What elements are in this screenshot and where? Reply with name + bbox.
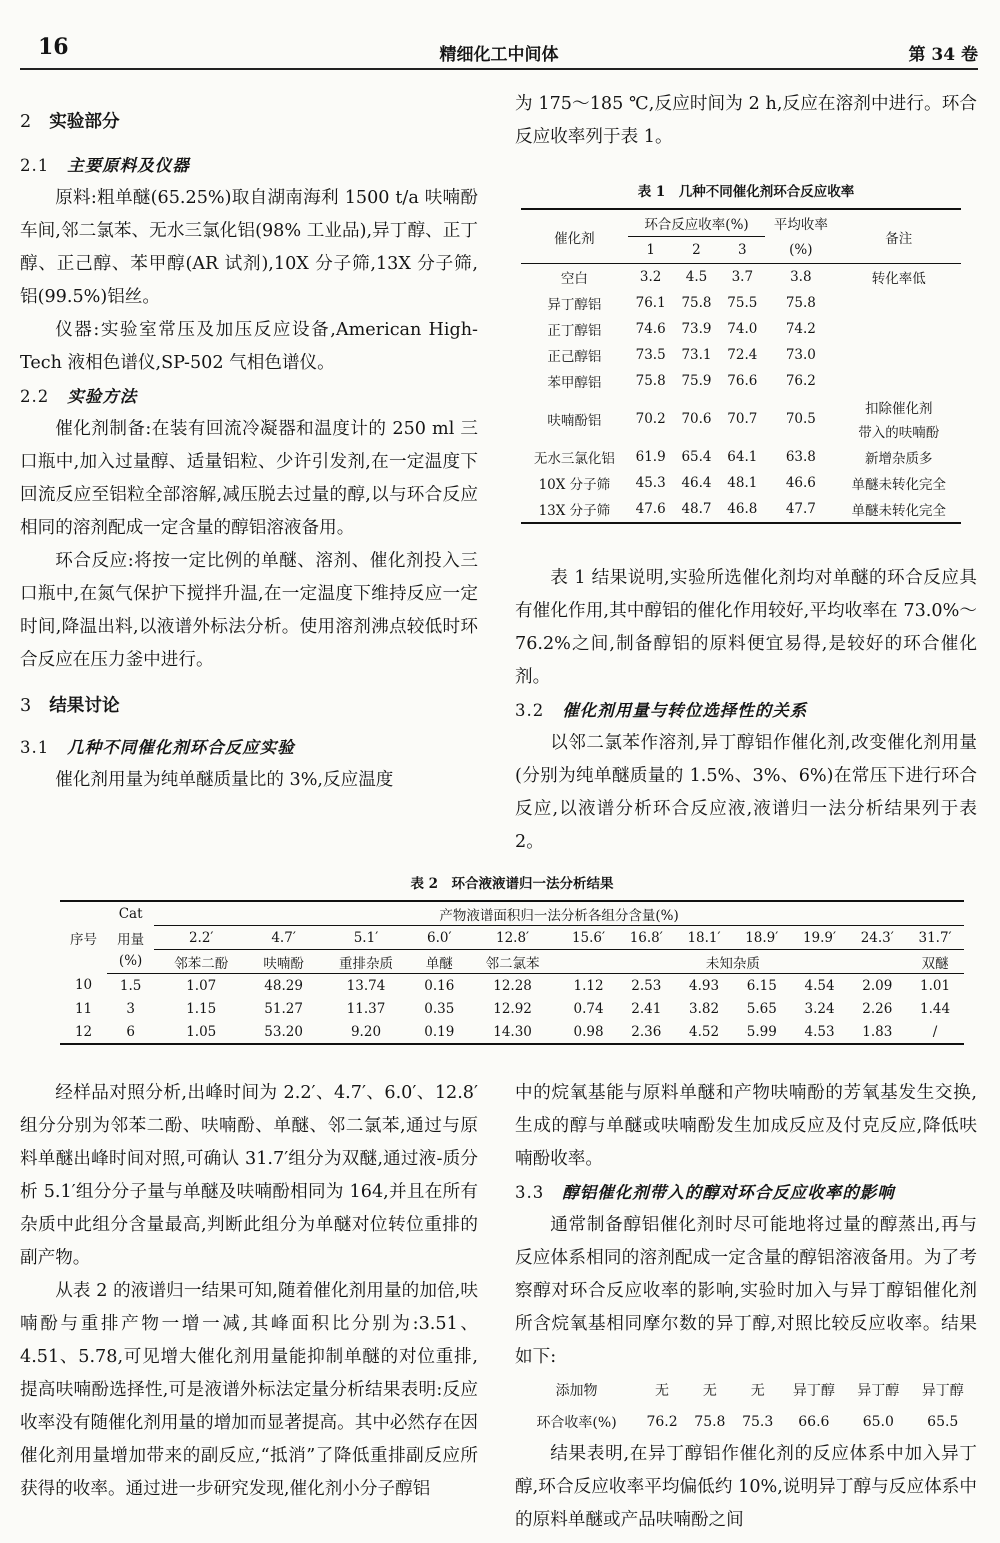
table-1-catalyst: 呋喃酚铝: [547, 413, 602, 429]
table-1-yield: 70.6: [681, 411, 712, 427]
table-1-yield: 46.8: [727, 501, 758, 517]
paragraph-side-reaction: 中的烷氧基能与原料单醚和产物呋喃酚的芳氧基发生交换,生成的醇与单醚或呋喃酚发生加成反应及付克反应,降低呋喃酚收率。: [515, 1083, 977, 1169]
section-2-1-heading: 2.1 主要原料及仪器: [20, 156, 190, 175]
table-1-yield: 65.4: [681, 449, 712, 465]
table-3-yield: 65.5: [927, 1414, 959, 1430]
table-2-cell: 3.82: [688, 1000, 720, 1017]
table-1-header-run: 2: [674, 237, 720, 264]
table-2-cell: 2.41: [631, 1000, 662, 1017]
table-2-header-unit: (%): [107, 950, 154, 974]
table-1-yield: 4.5: [685, 269, 708, 285]
table-1-yield: 73.9: [681, 321, 712, 337]
table-1-note-line: 转化率低: [871, 271, 926, 287]
table-2-cell: 2.53: [631, 977, 662, 994]
table-2-cell: 9.20: [350, 1023, 382, 1040]
table-1-yield: 3.7: [731, 269, 754, 285]
table-2-cell: 2.36: [631, 1023, 662, 1040]
left-column-lower: [20, 1077, 478, 1506]
table-3-header-additive: 添加物: [555, 1383, 598, 1399]
table-2-cell: 1.12: [573, 977, 604, 994]
paragraph-materials: 原料:粗单醚(65.25%)取自湖南海利 1500 t/a 呋喃酚车间,邻二氯苯、无水三氯化铝(98% 工业品),异丁醇、正丁醇、正己醇、苯甲醇(AR 试剂),10X 分子筛,13X 分子筛,铝(99.5%)铝丝。: [20, 188, 478, 307]
table-2-cell: 4.54: [804, 977, 835, 994]
table-row: [521, 496, 961, 523]
left-column-upper: [20, 105, 478, 797]
table-1-yield: 75.9: [681, 373, 712, 389]
table-2-cell: 11.37: [346, 1000, 386, 1017]
table-1-avg: 63.8: [785, 449, 816, 465]
right-column-lower: [515, 1077, 977, 1537]
page-number: 16: [38, 34, 69, 60]
table-2-cell: 11: [74, 1000, 93, 1017]
table-1-yield: 61.9: [635, 449, 666, 465]
table-1-yield: 64.1: [727, 449, 758, 465]
table-3-additive: 异丁醇: [857, 1383, 900, 1399]
table-row: [521, 368, 961, 394]
table-1-header-run: 1: [628, 237, 674, 264]
table-2-component: 单醚: [413, 950, 465, 974]
table-2-block: [60, 872, 964, 1045]
table-row: [521, 394, 961, 444]
table-2-cell: 1.5: [119, 977, 142, 994]
table-2-cell: 3.24: [804, 1000, 835, 1017]
table-1-header-catalyst: 催化剂: [521, 209, 628, 264]
table-2-time: 18.1′: [675, 926, 733, 950]
table-2-cell: 0.98: [573, 1023, 604, 1040]
paragraph-amount-experiment: 以邻二氯苯作溶剂,异丁醇铝作催化剂,改变催化剂用量(分别为纯单醚质量的 1.5%、3%、6%)在常压下进行环合反应,以液谱分析环合反应液,液谱归一法分析结果列于表 2。: [515, 733, 977, 852]
table-1-yield: 48.7: [681, 501, 712, 517]
table-1-note-line: 新增杂质多: [864, 451, 933, 467]
table-3-additive: 无: [702, 1383, 717, 1399]
table-1-yield: 45.3: [635, 475, 666, 491]
paragraph-catalyst-prep: 催化剂制备:在装有回流冷凝器和温度计的 250 ml 三口瓶中,加入过量醇、适量铝粒、少许引发剂,在一定温度下回流反应至铝粒全部溶解,减压脱去过量的醇,以与环合反应相同的溶剂配成一定含量的醇铝溶液备用。: [20, 419, 478, 538]
table-2-component: 呋喃酚: [248, 950, 319, 974]
table-1-yield: 76.6: [727, 373, 758, 389]
right-column-upper: [515, 88, 977, 859]
table-1-header-yield: 环合反应收率(%): [628, 209, 766, 237]
table-1-yield: 70.2: [635, 411, 666, 427]
table-2-cell: 12.28: [493, 977, 532, 994]
table-1-note: [836, 368, 961, 394]
paragraph-normalization: 从表 2 的液谱归一结果可知,随着催化剂用量的加倍,呋喃酚与重排产物一增一减,其峰面积比分别为:3.51、4.51、5.78,可见增大催化剂用量能抑制单醚的对位重排,提高呋喃酚选择性,可是液谱外标法定量分析结果表明:反应收率没有随催化剂用量的增加而显著提高。其中必然存在因催化剂用量增加带来的副反应,“抵消”了降低重排副反应所获得的收率。通过进一步研究发现,催化剂小分子醇铝: [20, 1281, 478, 1499]
table-1-yield: 46.4: [681, 475, 712, 491]
paragraph-peak-analysis: 经样品对照分析,出峰时间为 2.2′、4.7′、6.0′、12.8′组分分别为邻苯二酚、呋喃酚、单醚、邻二氯苯,通过与原料单醚出峰时间对照,可确认 31.7′组分为双醚,通过液-质分析 5.1′组分分子量与单醚及呋喃酚相同为 164,并且在所有杂质中此组分含量最高,判断此组分为单醚对位转位重排的副产物。: [20, 1083, 478, 1268]
table-2-component: 邻二氯苯: [465, 950, 559, 974]
table-1-avg: 47.7: [785, 501, 816, 517]
table-2-cell: 51.27: [264, 1000, 303, 1017]
table-1-catalyst: 13X 分子筛: [538, 503, 611, 519]
table-3-yield: 75.8: [694, 1414, 726, 1430]
table-2-time: 12.8′: [465, 926, 559, 950]
table-2-cell: 6.15: [746, 977, 777, 994]
table-2-cell: 1.01: [920, 977, 951, 994]
table-1-header-note: 备注: [836, 209, 961, 264]
paragraph-alcohol-effect: 通常制备醇铝催化剂时尽可能地将过量的醇蒸出,再与反应体系相同的溶剂配成一定含量的醇铝溶液备用。为了考察醇对环合反应收率的影响,实验时加入与异丁醇铝催化剂所含烷氧基相同摩尔数的异丁醇,对照比较反应收率。结果如下:: [515, 1215, 977, 1367]
table-1-caption: 表 1 几种不同催化剂环合反应收率: [637, 184, 855, 200]
table-1-note: [836, 342, 961, 368]
table-2-time: 18.9′: [733, 926, 791, 950]
table-row: [521, 444, 961, 470]
table-row: [521, 342, 961, 368]
table-2-cell: 1.83: [862, 1023, 893, 1040]
table-1-yield: 48.1: [727, 475, 758, 491]
table-1-note: [836, 444, 961, 470]
table-1-note-line: 单醚未转化完全: [851, 503, 946, 519]
table-1-note: [836, 394, 961, 444]
table-row: [521, 290, 961, 316]
table-2-cell: 13.74: [346, 977, 386, 994]
table-2-cell: 0.16: [424, 977, 455, 994]
table-1-avg: 70.5: [785, 411, 816, 427]
table-2-caption: 表 2 环合液液谱归一法分析结果: [410, 876, 614, 892]
table-1-yield: 73.5: [635, 347, 666, 363]
table-2-cell: 4.52: [688, 1023, 720, 1040]
table-2-time: 31.7′: [906, 926, 964, 950]
table-3-yield: 76.2: [646, 1414, 678, 1430]
table-3-additive: 异丁醇: [792, 1383, 835, 1399]
table-2-cell: 1.15: [186, 1000, 217, 1017]
table-2-component: 未知杂质: [560, 950, 907, 974]
table-1-catalyst: 异丁醇铝: [547, 297, 602, 313]
table-1-catalyst: 正己醇铝: [547, 349, 602, 365]
table-2-cell: 1.07: [186, 977, 217, 994]
table-1-yield: 47.6: [635, 501, 666, 517]
table-1-yield: 73.1: [681, 347, 712, 363]
table-row: [521, 316, 961, 342]
table-1-avg: 76.2: [785, 373, 816, 389]
table-3-yield: 65.0: [862, 1414, 894, 1430]
table-3-yield: 66.6: [798, 1414, 830, 1430]
table-2-cell: 0.19: [424, 1023, 455, 1040]
table-1-yield: 75.8: [635, 373, 666, 389]
table-2-component: 邻苯二酚: [154, 950, 248, 974]
table-2-cell: 1.44: [920, 1000, 951, 1017]
table-1-catalyst: 无水三氯化铝: [533, 451, 615, 467]
table-2-time: 15.6′: [560, 926, 618, 950]
table-2-cell: 1.05: [186, 1023, 217, 1040]
section-2-heading: 2 实验部分: [20, 111, 120, 132]
table-2-component: 双醚: [906, 950, 964, 974]
table-3-additive: 无: [750, 1383, 765, 1399]
table-1-note-line: 扣除催化剂: [864, 401, 933, 417]
table-3-header-yield: 环合收率(%): [536, 1415, 617, 1431]
table-row: [60, 997, 964, 1020]
table-1-note: [836, 290, 961, 316]
table-1-catalyst: 空白: [560, 271, 588, 287]
table-2-cell: 12.92: [493, 1000, 532, 1017]
table-3: [515, 1374, 975, 1438]
table-1-catalyst: 苯甲醇铝: [547, 375, 602, 391]
table-1-avg: 3.8: [790, 269, 812, 285]
table-1-header-run: 3: [719, 237, 765, 264]
table-3-additive: 无: [655, 1383, 670, 1399]
table-1-yield: 3.2: [639, 269, 662, 285]
table-2-cell: 2.09: [862, 977, 893, 994]
table-1-avg: 73.0: [785, 347, 816, 363]
table-2-cell: /: [932, 1023, 938, 1040]
table-1-header-avg: 平均收率: [773, 217, 828, 234]
table-row: [60, 974, 964, 998]
paragraph-instruments: 仪器:实验室常压及加压反应设备,American High-Tech 液相色谱仪,SP-502 气相色谱仪。: [20, 320, 478, 373]
table-2-cell: 4.53: [804, 1023, 835, 1040]
table-2-time: 24.3′: [848, 926, 906, 950]
table-1-yield: 75.8: [681, 295, 712, 311]
paragraph-temperature: 为 175～185 ℃,反应时间为 2 h,反应在溶剂中进行。环合反应收率列于表 1。: [515, 94, 977, 147]
table-2-cell: 48.29: [264, 977, 303, 994]
table-1-yield: 74.6: [635, 321, 666, 337]
table-2-time: 19.9′: [791, 926, 849, 950]
table-1-note-line: 单醚未转化完全: [851, 477, 946, 493]
table-2-header-amount: 用量: [117, 931, 145, 948]
table-1-note: [836, 316, 961, 342]
table-2-cell: 0.74: [573, 1000, 604, 1017]
table-1-yield: 75.5: [727, 295, 758, 311]
table-2-cell: 0.35: [424, 1000, 455, 1017]
volume-label: 第 34 卷: [908, 45, 978, 65]
table-1-yield: 70.7: [727, 411, 758, 427]
table-2-cell: 2.26: [862, 1000, 893, 1017]
table-1-note: [836, 496, 961, 523]
table-2-time: 4.7′: [248, 926, 319, 950]
table-2-time: 16.8′: [617, 926, 675, 950]
table-2-cell: 6: [126, 1023, 135, 1040]
table-3-additive: 异丁醇: [921, 1383, 964, 1399]
table-2-cell: 53.20: [264, 1023, 303, 1040]
paragraph-table1-conclusion: 表 1 结果说明,实验所选催化剂均对单醚的环合反应具有催化作用,其中醇铝的催化作用较好,平均收率在 73.0%～76.2%之间,制备醇铝的原料便宜易得,是较好的环合催化剂。: [515, 568, 977, 687]
table-2-cell: 5.99: [746, 1023, 777, 1040]
section-2-2-heading: 2.2 实验方法: [20, 387, 138, 406]
table-1-yield: 72.4: [727, 347, 758, 363]
table-2-cell: 3: [126, 1000, 135, 1017]
table-1-yield: 76.1: [635, 295, 666, 311]
table-2-time: 6.0′: [413, 926, 465, 950]
header-rule: [20, 68, 978, 70]
table-2-header-no: 序号: [70, 931, 98, 948]
table-1-note: [836, 470, 961, 496]
table-2-time: 2.2′: [154, 926, 248, 950]
table-1-catalyst: 10X 分子筛: [538, 477, 611, 493]
section-3-1-heading: 3.1 几种不同催化剂环合反应实验: [20, 738, 295, 757]
table-3-yield: 75.3: [742, 1414, 774, 1430]
table-row: [60, 1020, 964, 1044]
table-1-note: [836, 264, 961, 291]
table-2-time: 5.1′: [319, 926, 413, 950]
table-row: [521, 264, 961, 291]
table-1-yield: 74.0: [727, 321, 758, 337]
table-1: [521, 208, 961, 524]
table-2-header-cat: Cat: [118, 905, 143, 922]
section-3-3-heading: 3.3 醇铝催化剂带入的醇对环合反应收率的影响: [515, 1183, 895, 1202]
table-2-component: 重排杂质: [319, 950, 413, 974]
table-1-avg: 74.2: [785, 321, 816, 337]
journal-title: 精细化工中间体: [439, 45, 559, 65]
table-2-cell: 4.93: [688, 977, 720, 994]
section-3-2-heading: 3.2 催化剂用量与转位选择性的关系: [515, 701, 808, 720]
table-2-cell: 14.30: [493, 1023, 532, 1040]
table-row: [521, 470, 961, 496]
table-2-header-span: 产物液谱面积归一法分析各组分含量(%): [154, 901, 964, 926]
table-1-header-avg-unit: (%): [765, 237, 836, 264]
paragraph-cyclization: 环合反应:将按一定比例的单醚、溶剂、催化剂投入三口瓶中,在氮气保护下搅拌升温,在一定温度下维持反应一定时间,降温出料,以液谱外标法分析。使用溶剂沸点较低时环合反应在压力釜中进行。: [20, 551, 478, 670]
paragraph-catalyst-amount: 催化剂用量为纯单醚质量比的 3%,反应温度: [55, 770, 394, 790]
table-2-cell: 5.65: [746, 1000, 777, 1017]
table-2-cell: 12: [74, 1023, 93, 1040]
table-1-avg: 46.6: [785, 475, 816, 491]
page-header: [20, 30, 978, 70]
section-3-heading: 3 结果讨论: [20, 695, 120, 716]
table-2: [60, 900, 964, 1045]
table-2-cell: 10: [74, 977, 93, 994]
table-1-avg: 75.8: [785, 295, 816, 311]
table-1-catalyst: 正丁醇铝: [547, 323, 602, 339]
table-1-note-line: 带入的呋喃酚: [858, 425, 940, 441]
paragraph-result: 结果表明,在异丁醇铝作催化剂的反应体系中加入异丁醇,环合反应收率平均偏低约 10%,说明异丁醇与反应体系中的原料单醚或产品呋喃酚之间: [515, 1444, 977, 1530]
